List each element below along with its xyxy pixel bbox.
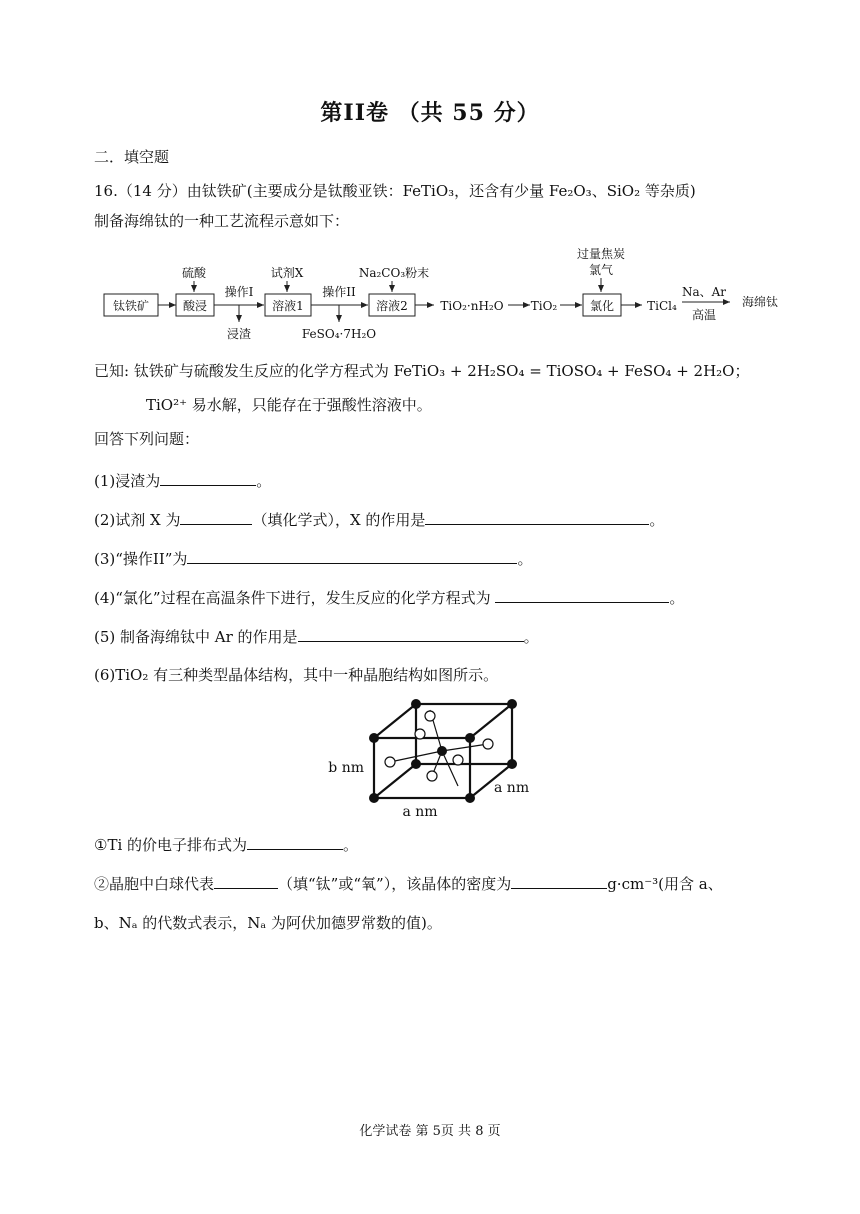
sub-question-6-2: ②晶胞中白球代表 （填“钛”或“氧”），该晶体的密度为 g·cm⁻³(用含 a、	[94, 875, 723, 893]
sub-question-6: (6)TiO₂ 有三种类型晶体结构，其中一种晶胞结构如图所示。	[94, 666, 499, 684]
flow-op1: 操作I	[224, 285, 254, 299]
sub-question-4: (4)“氯化”过程在高温条件下进行，发生反应的化学方程式为 。	[94, 589, 685, 607]
flow-box-solution2-label: 溶液2	[376, 299, 408, 313]
flow-hydrated-titania: TiO₂·nH₂O	[440, 299, 504, 313]
flow-ferrous-sulfate: FeSO₄·7H₂O	[301, 327, 377, 341]
sub-question-1-text: (1)浸渣为	[94, 472, 161, 490]
black-atom	[369, 793, 379, 803]
sub-question-6-1: ①Ti 的价电子排布式为 。	[94, 836, 359, 854]
label-a-bottom: a nm	[402, 804, 438, 820]
answer-prompt: 回答下列问题：	[94, 430, 200, 448]
flow-reagent-carbonate: Na₂CO₃粉末	[358, 266, 430, 280]
flow-box-chlorination-label: 氯化	[589, 299, 615, 313]
white-atom	[415, 729, 425, 739]
black-atom	[465, 793, 475, 803]
answer-blank-6-2b[interactable]	[511, 874, 607, 889]
known-line1: 已知: 钛铁矿与硫酸发生反应的化学方程式为 FeTiO₃ + 2H₂SO₄ = TiOSO₄ + FeSO₄ + 2H₂O；	[94, 362, 750, 380]
flow-condition-top: Na、Ar	[681, 285, 727, 299]
flow-box-ore-label: 钛铁矿	[112, 299, 150, 313]
sub-question-1: (1)浸渣为 。	[94, 472, 272, 490]
page-title: 第II卷 （共 55 分）	[320, 100, 540, 126]
white-atom	[385, 757, 395, 767]
answer-blank-6-2a[interactable]	[214, 874, 278, 889]
flow-box-leach-label: 酸浸	[182, 299, 208, 313]
white-atom	[427, 771, 437, 781]
known-line2: TiO²⁺ 易水解，只能存在于强酸性溶液中。	[146, 396, 432, 414]
flow-reagent-acid: 硫酸	[181, 266, 207, 280]
process-flow-diagram	[94, 244, 794, 344]
sub-question-2: (2)试剂 X 为 （填化学式），X 的作用是 。	[94, 511, 665, 529]
black-atom	[507, 699, 517, 709]
page-footer: 化学试卷 第 5页 共 8 页	[359, 1124, 501, 1139]
label-b: b nm	[328, 760, 364, 776]
black-atom	[369, 733, 379, 743]
flow-ticl4: TiCl₄	[647, 299, 677, 313]
answer-blank-6-1[interactable]	[247, 835, 343, 850]
flow-residue: 浸渣	[226, 327, 252, 341]
label-a-side: a nm	[494, 780, 530, 796]
unit-cell-figure	[320, 694, 540, 822]
flow-box-solution1-label: 溶液1	[272, 299, 304, 313]
answer-blank-5[interactable]	[298, 627, 524, 642]
black-atom	[465, 733, 475, 743]
flow-reagent-chlorine: 氯气	[588, 263, 614, 277]
black-atom	[411, 699, 421, 709]
sub-question-3: (3)“操作II”为 。	[94, 550, 533, 568]
question-stem-line1: 16.（14 分）由钛铁矿(主要成分是钛酸亚铁：FeTiO₃，还含有少量 Fe₂O₃、SiO₂ 等杂质)	[94, 182, 696, 200]
flow-op2: 操作II	[322, 285, 356, 299]
black-atom-center	[437, 746, 447, 756]
answer-blank-3[interactable]	[187, 549, 517, 564]
answer-blank-2a[interactable]	[180, 510, 252, 525]
answer-blank-2b[interactable]	[425, 510, 649, 525]
flow-reagent-coke: 过量焦炭	[576, 247, 626, 261]
black-atom	[411, 759, 421, 769]
black-atom	[507, 759, 517, 769]
flow-condition-bottom: 高温	[691, 308, 717, 322]
sub-question-6-2-cont: b、Nₐ 的代数式表示，Nₐ 为阿伏加德罗常数的值)。	[94, 914, 442, 932]
answer-blank-4[interactable]	[495, 588, 669, 603]
flow-reagent-x: 试剂X	[270, 266, 304, 280]
section-heading: 二．填空题	[94, 148, 170, 166]
white-atom	[453, 755, 463, 765]
answer-blank-1[interactable]	[160, 471, 256, 486]
question-stem-line2: 制备海绵钛的一种工艺流程示意如下：	[94, 212, 350, 230]
flow-sponge-titanium: 海绵钛	[741, 295, 779, 309]
flow-titania: TiO₂	[530, 299, 558, 313]
white-atom	[483, 739, 493, 749]
sub-question-5: (5) 制备海绵钛中 Ar 的作用是 。	[94, 628, 539, 646]
white-atom	[425, 711, 435, 721]
